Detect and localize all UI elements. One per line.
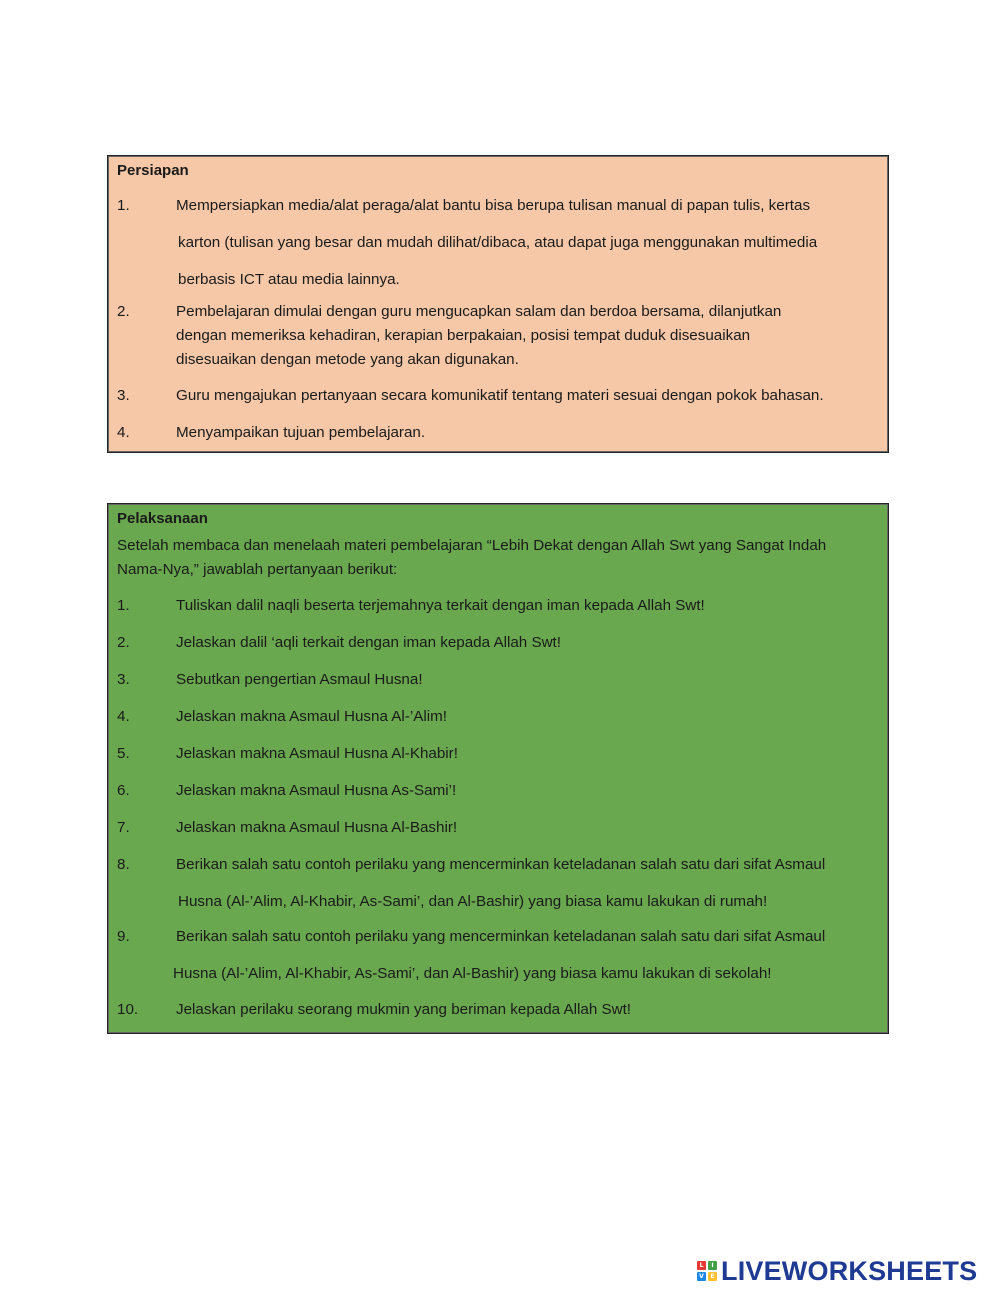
item-text: Jelaskan makna Asmaul Husna Al-’Alim! [176,708,447,725]
item-text: Menyampaikan tujuan pembelajaran. [176,424,426,441]
list-item [117,779,879,803]
intro-paragraph [117,534,879,582]
logo-mark-letter: I [708,1261,717,1270]
item-text: Guru mengajukan pertanyaan secara komunikatif tentang materi sesuai dengan pokok bahasan. [176,387,824,404]
intro-line: Setelah membaca dan menelaah materi pembelajaran “Lebih Dekat dengan Allah Swt yang Sangat Indah [117,537,827,554]
list-item [117,668,879,692]
item-text: karton (tulisan yang besar dan mudah dilihat/dibaca, atau dapat juga menggunakan multimedia [178,234,818,251]
item-text: Jelaskan perilaku seorang mukmin yang beriman kepada Allah Swt! [176,1001,632,1018]
item-number: 3. [117,387,130,404]
persiapan-box [107,155,889,453]
item-text: Sebutkan pengertian Asmaul Husna! [176,671,423,688]
item-number: 3. [117,671,130,688]
pelaksanaan-title: Pelaksanaan [117,510,208,527]
list-item [117,300,879,372]
logo-text: LIVEWORKSHEETS [721,1255,978,1286]
item-number: 5. [117,745,130,762]
list-item [117,705,879,729]
item-text: Pembelajaran dimulai dengan guru mengucapkan salam dan berdoa bersama, dilanjutkan [176,303,782,320]
list-item [117,816,879,840]
list-item [117,846,879,920]
item-text: Berikan salah satu contoh perilaku yang mencerminkan keteladanan salah satu dari sifat Asmaul [176,928,826,945]
logo-mark-letter: L [697,1261,706,1270]
item-number: 4. [117,708,130,725]
list-item [117,998,879,1022]
item-number: 8. [117,856,130,873]
pelaksanaan-box [107,503,889,1034]
item-text: Tuliskan dalil naqli beserta terjemahnya terkait dengan iman kepada Allah Swt! [176,597,705,614]
logo-mark-icon [697,1261,717,1281]
item-text: Berikan salah satu contoh perilaku yang mencerminkan keteladanan salah satu dari sifat Asmaul [176,856,826,873]
item-text: Husna (Al-’Alim, Al-Khabir, As-Sami’, dan Al-Bashir) yang biasa kamu lakukan di rumah! [178,893,768,910]
list-item [117,187,879,298]
list-item [117,918,879,992]
item-text: Jelaskan makna Asmaul Husna Al-Khabir! [176,745,458,762]
list-item [117,631,879,655]
item-text: berbasis ICT atau media lainnya. [178,271,400,288]
item-text: dengan memeriksa kehadiran, kerapian berpakaian, posisi tempat duduk disesuaikan [176,327,751,344]
item-text: Mempersiapkan media/alat peraga/alat bantu bisa berupa tulisan manual di papan tulis, kertas [176,197,811,214]
item-text: Jelaskan makna Asmaul Husna As-Sami’! [176,782,457,799]
item-number: 7. [117,819,130,836]
list-item [117,384,879,408]
item-text: disesuaikan dengan metode yang akan digunakan. [176,351,519,368]
item-number: 2. [117,303,130,320]
logo-mark-letter: V [697,1272,706,1281]
list-item [117,594,879,618]
item-number: 1. [117,197,130,214]
item-number: 9. [117,928,130,945]
item-number: 6. [117,782,130,799]
intro-line: Nama-Nya,” jawablah pertanyaan berikut: [117,561,398,578]
item-number: 4. [117,424,130,441]
item-number: 10. [117,1001,139,1018]
item-text: Jelaskan dalil ‘aqli terkait dengan iman kepada Allah Swt! [176,634,561,651]
item-number: 2. [117,634,130,651]
list-item [117,742,879,766]
liveworksheets-logo [697,1256,977,1286]
list-item [117,421,879,445]
persiapan-title: Persiapan [117,162,189,179]
item-text: Jelaskan makna Asmaul Husna Al-Bashir! [176,819,458,836]
logo-mark-letter: E [708,1272,717,1281]
item-number: 1. [117,597,130,614]
item-text: Husna (Al-’Alim, Al-Khabir, As-Sami’, dan Al-Bashir) yang biasa kamu lakukan di sekolah! [173,965,772,982]
